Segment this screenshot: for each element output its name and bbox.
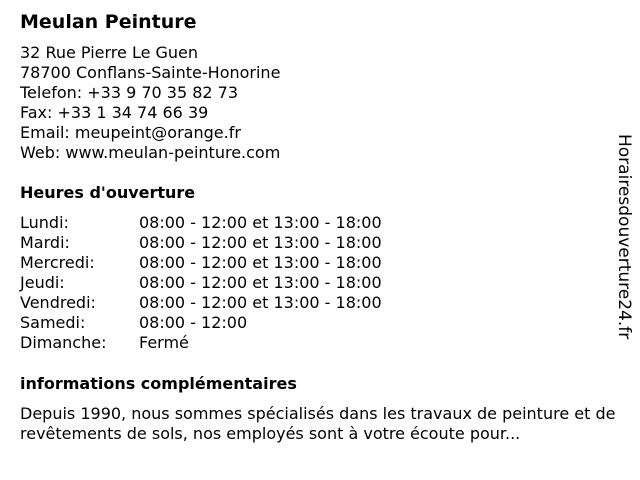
- day-hours: Fermé: [139, 333, 189, 352]
- web-line: Web: www.meulan-peinture.com: [20, 143, 281, 162]
- day-label: Mardi:: [20, 233, 70, 252]
- day-hours: 08:00 - 12:00 et 13:00 - 18:00: [139, 253, 382, 272]
- address-city: 78700 Conflans-Sainte-Honorine: [20, 63, 281, 82]
- additional-info-heading: informations complémentaires: [20, 374, 297, 393]
- day-hours: 08:00 - 12:00 et 13:00 - 18:00: [139, 293, 382, 312]
- day-label: Dimanche:: [20, 333, 107, 352]
- day-label: Jeudi:: [20, 273, 65, 292]
- day-label: Samedi:: [20, 313, 86, 332]
- email-line: Email: meupeint@orange.fr: [20, 123, 241, 142]
- day-label: Mercredi:: [20, 253, 95, 272]
- day-hours: 08:00 - 12:00 et 13:00 - 18:00: [139, 233, 382, 252]
- business-name: Meulan Peinture: [20, 11, 197, 33]
- site-watermark: [612, 134, 636, 346]
- contact-block: [20, 43, 280, 163]
- address-street: 32 Rue Pierre Le Guen: [20, 43, 199, 62]
- day-label: Vendredi:: [20, 293, 96, 312]
- additional-info-text: Depuis 1990, nous sommes spécialisés dans les travaux de peinture et de revêtements de sols, nos employés sont à votre écoute pour...: [20, 404, 616, 443]
- phone-line: Telefon: +33 9 70 35 82 73: [20, 83, 239, 102]
- opening-hours-heading: Heures d'ouverture: [20, 183, 196, 202]
- day-hours: 08:00 - 12:00 et 13:00 - 18:00: [139, 213, 382, 232]
- watermark-text: Horairesdouverture24.fr: [614, 134, 634, 340]
- day-hours: 08:00 - 12:00: [139, 313, 248, 332]
- day-hours: 08:00 - 12:00 et 13:00 - 18:00: [139, 273, 382, 292]
- day-label: Lundi:: [20, 213, 69, 232]
- fax-line: Fax: +33 1 34 74 66 39: [20, 103, 209, 122]
